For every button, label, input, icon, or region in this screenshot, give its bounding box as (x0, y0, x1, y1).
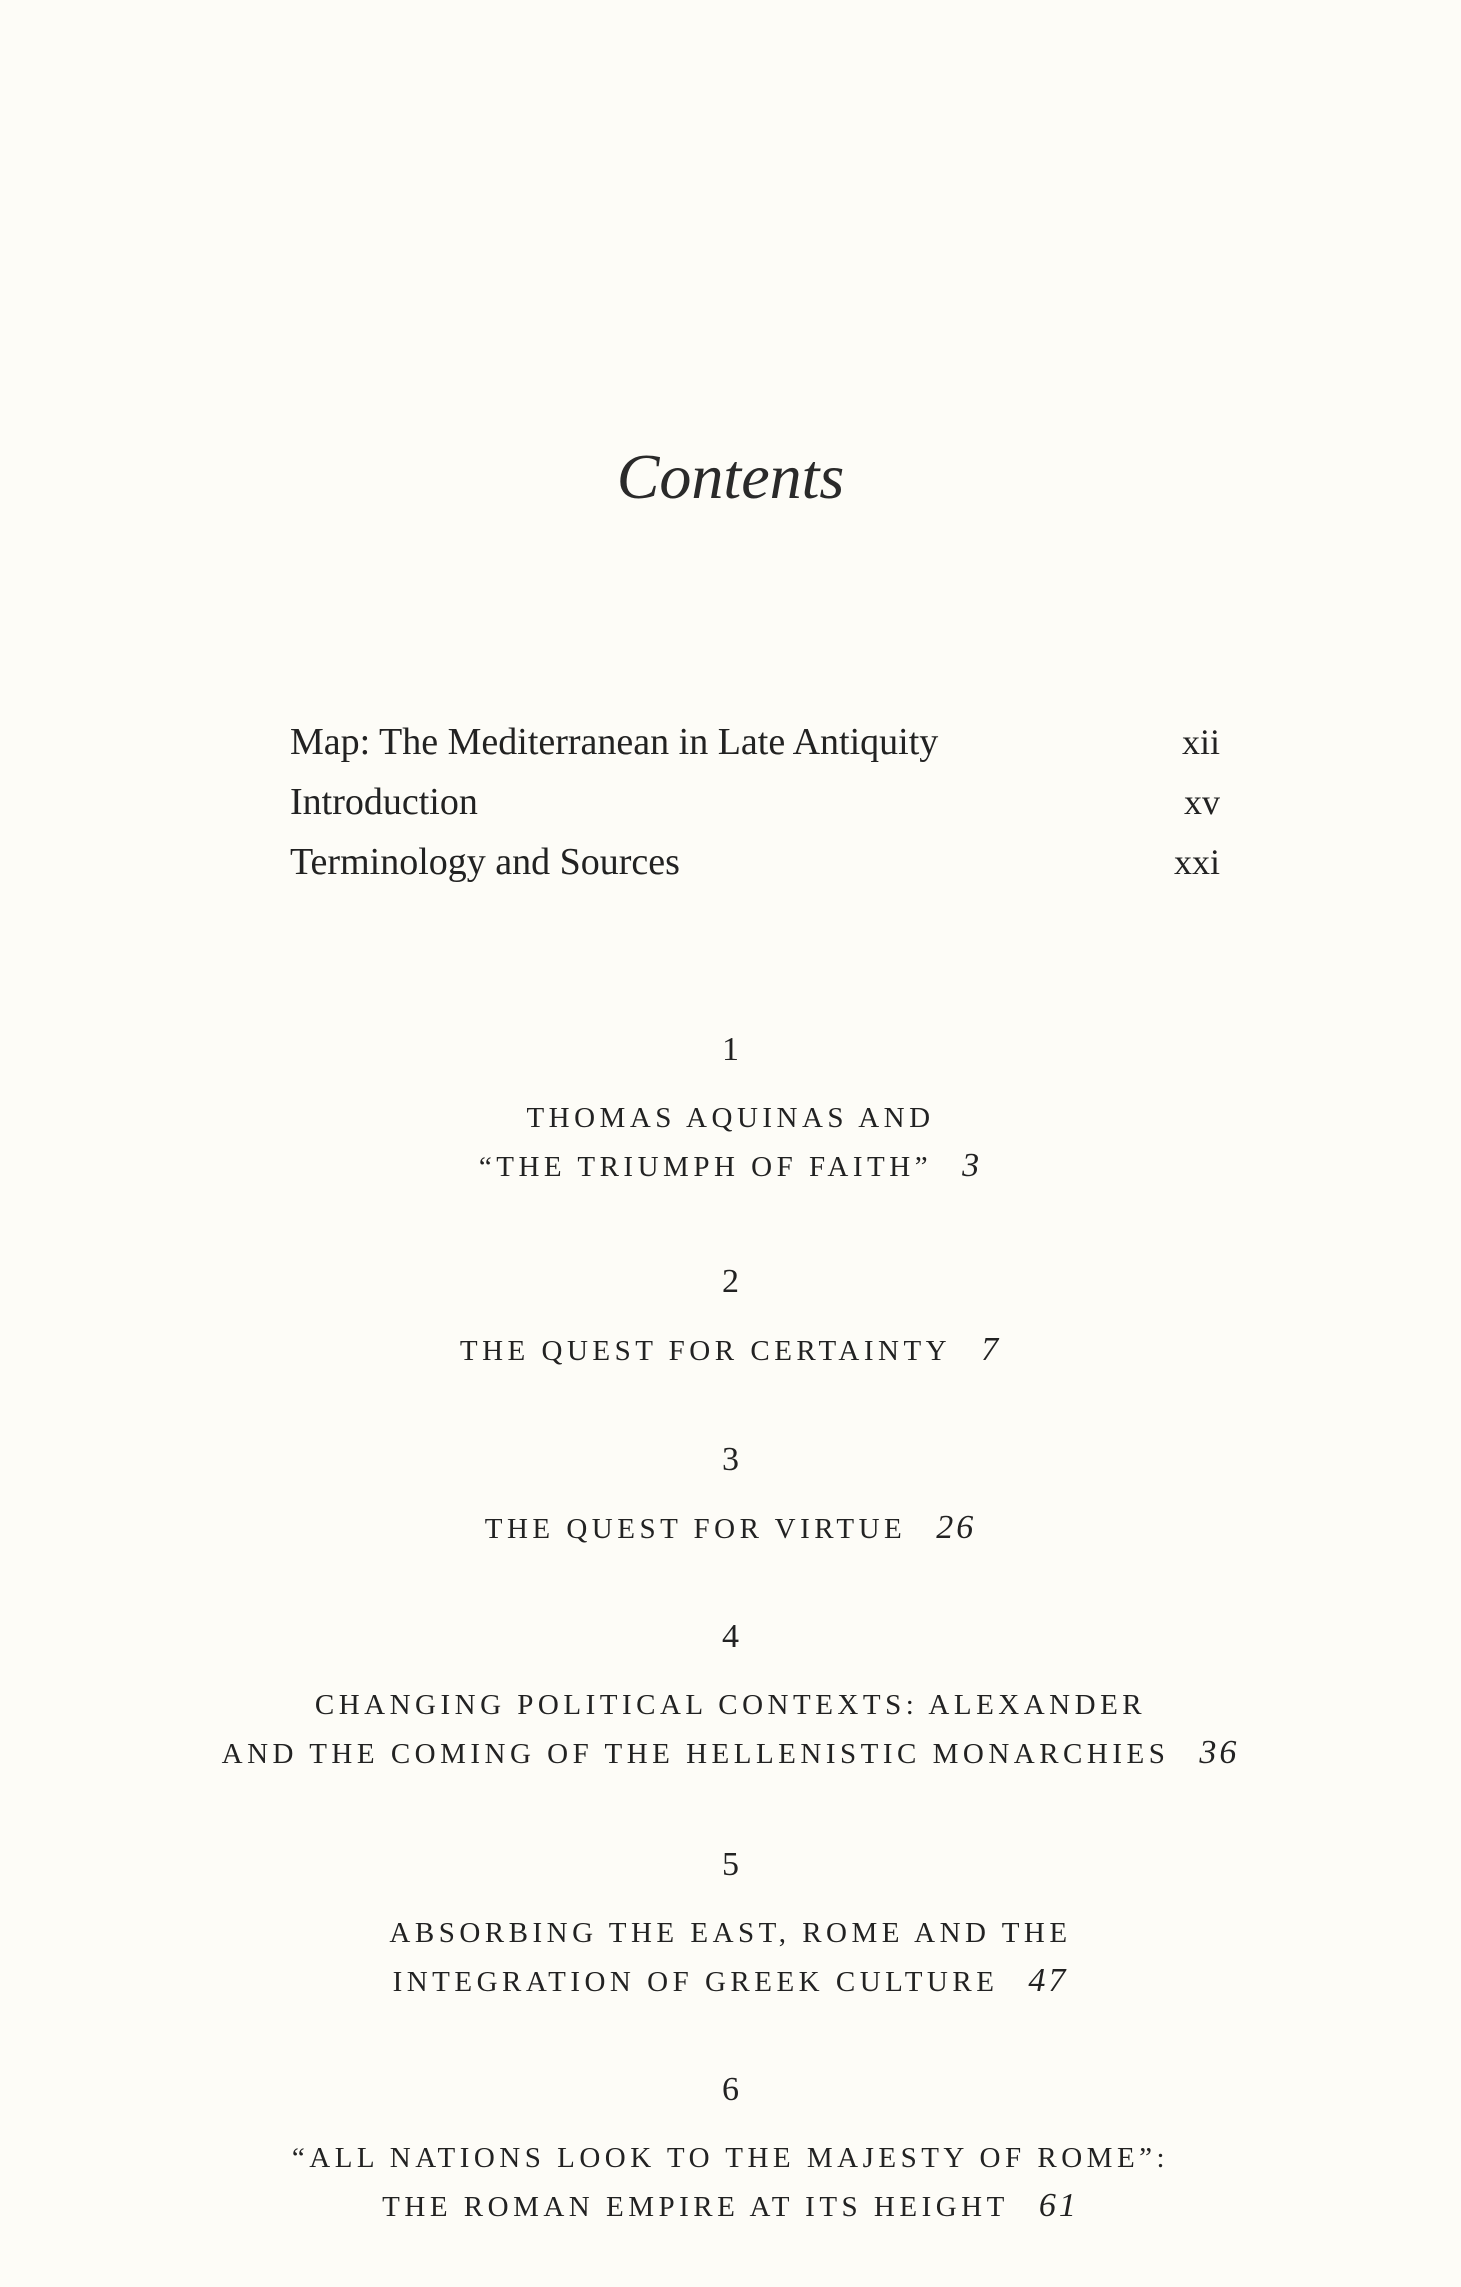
chapter-page: 61 (1038, 2187, 1079, 2224)
chapter-title-line (0, 1729, 1461, 1778)
chapter-entry-6[interactable] (0, 2070, 1461, 2231)
chapter-entry-2[interactable] (0, 1262, 1461, 1375)
chapter-title-text: AND THE COMING OF THE HELLENISTIC MONARCHIES (221, 1738, 1170, 1770)
chapter-page: 7 (981, 1331, 1002, 1368)
chapter-title-line: THOMAS AQUINAS AND (526, 1102, 935, 1134)
chapter-title-line: CHANGING POLITICAL CONTEXTS: ALEXANDER (314, 1689, 1147, 1721)
chapter-entry-1[interactable] (0, 1030, 1461, 1191)
chapter-entry-3[interactable] (0, 1440, 1461, 1553)
chapter-page: 47 (1028, 1962, 1069, 1999)
entry-title: Introduction (290, 781, 478, 823)
chapter-title-text: THE QUEST FOR CERTAINTY (459, 1335, 952, 1367)
chapter-title-line: “ALL NATIONS LOOK TO THE MAJESTY OF ROME”: (291, 2142, 1170, 2174)
entry-page: xii (1181, 722, 1220, 762)
chapter-title-text: THE QUEST FOR VIRTUE (484, 1513, 907, 1545)
chapter-title-line (0, 2182, 1461, 2231)
chapter-entry-5[interactable] (0, 1845, 1461, 2006)
chapter-title-text: THE ROMAN EMPIRE AT ITS HEIGHT (382, 2191, 1009, 2223)
chapter-title-line (0, 1142, 1461, 1191)
page-title: Contents (616, 441, 845, 512)
chapter-title-text: “THE TRIUMPH OF FAITH” (478, 1151, 933, 1183)
front-matter-entry[interactable] (290, 840, 1220, 900)
chapter-entry-4[interactable] (0, 1617, 1461, 1778)
front-matter-entry[interactable] (290, 720, 1220, 780)
chapter-number: 1 (722, 1031, 739, 1068)
chapter-number: 6 (722, 2071, 739, 2108)
chapter-title-line (0, 1957, 1461, 2006)
chapter-page: 36 (1199, 1734, 1240, 1771)
chapter-title-line: ABSORBING THE EAST, ROME AND THE (389, 1917, 1072, 1949)
chapter-page: 3 (962, 1147, 983, 1184)
chapter-title-line (0, 1326, 1461, 1375)
entry-page: xv (1184, 782, 1220, 822)
chapter-number: 2 (722, 1263, 739, 1300)
entry-title: Terminology and Sources (290, 841, 680, 883)
entry-page: xxi (1173, 842, 1220, 882)
chapter-title-text: INTEGRATION OF GREEK CULTURE (392, 1966, 999, 1998)
entry-title: Map: The Mediterranean in Late Antiquity (290, 721, 939, 763)
chapter-number: 4 (722, 1618, 739, 1655)
chapter-page: 26 (936, 1509, 977, 1546)
chapter-title-line (0, 1504, 1461, 1553)
chapter-number: 5 (722, 1846, 739, 1883)
front-matter-entry[interactable] (290, 780, 1220, 840)
front-matter-list (290, 720, 1220, 900)
chapter-number: 3 (722, 1441, 739, 1478)
